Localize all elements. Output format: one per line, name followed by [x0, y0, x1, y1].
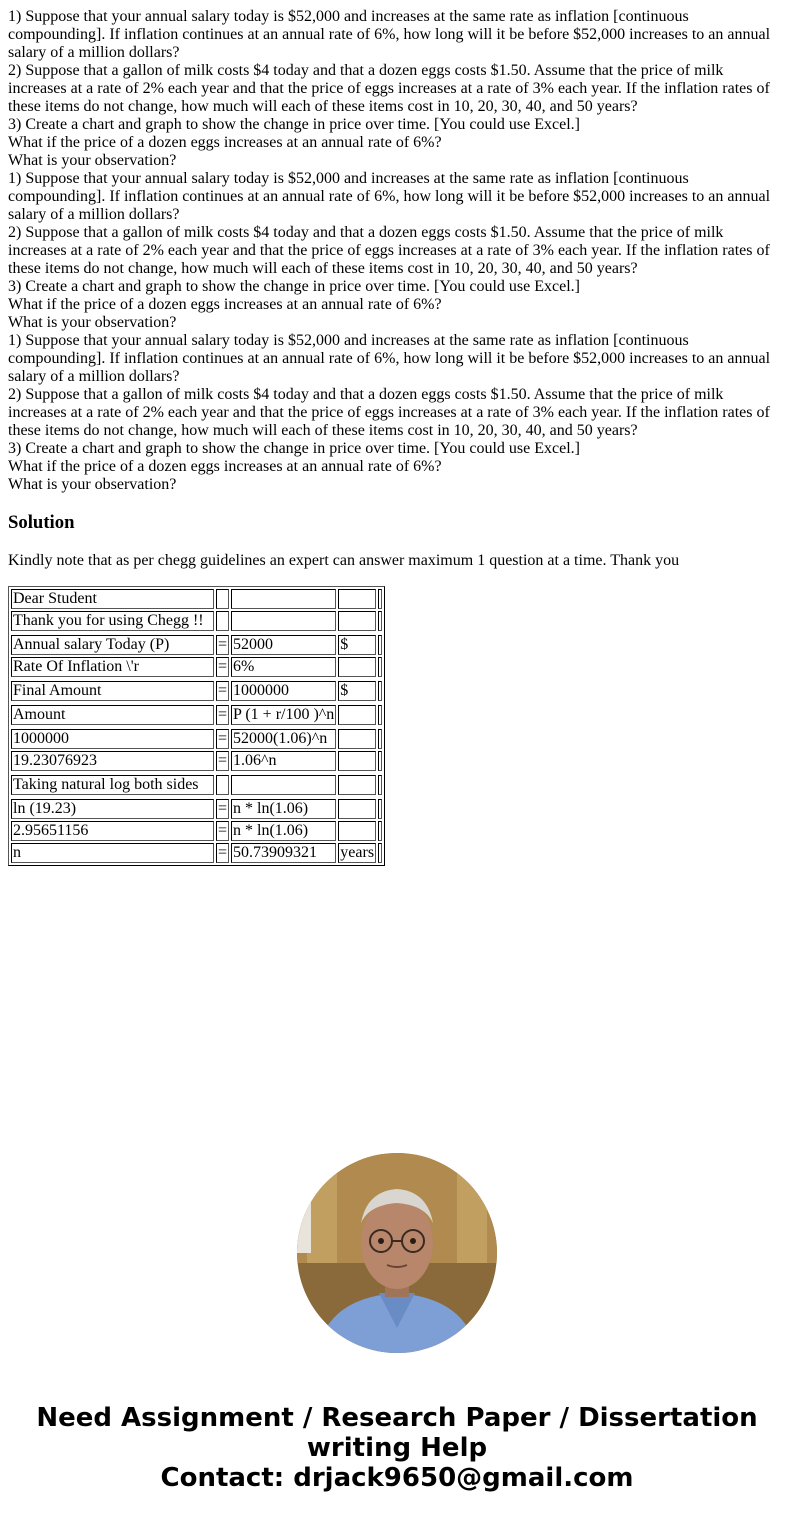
table-row	[11, 681, 382, 701]
row-equals-cell	[216, 611, 229, 631]
table-row	[11, 751, 382, 771]
row-equals-cell	[216, 775, 229, 795]
row-label-cell: Rate Of Inflation \'r	[11, 657, 214, 677]
row-equals-cell	[216, 589, 229, 609]
solution-heading: Solution	[8, 512, 75, 533]
row-end-cell	[378, 775, 382, 795]
table-row	[11, 705, 382, 725]
row-unit-cell	[338, 705, 376, 725]
row-label-cell: Thank you for using Chegg !!	[11, 611, 214, 631]
row-value-cell: 52000	[231, 635, 336, 655]
row-label-cell: Annual salary Today (P)	[11, 635, 214, 655]
question-paragraph: 2) Suppose that a gallon of milk costs $4 today and that a dozen eggs costs $1.50. Assume that the price of milk increases at a rate of 2% each year and that the price of eggs increases at a rate of 3% each year. If the inflation rates of these items do not change, how much will each of these items cost in 10, 20, 30, 40, and 50 years?	[8, 62, 770, 115]
question-paragraph: What if the price of a dozen eggs increases at an annual rate of 6%?	[8, 134, 442, 151]
table-row	[11, 729, 382, 749]
expert-photo-icon	[297, 1153, 497, 1353]
question-paragraph: What is your observation?	[8, 314, 177, 331]
row-unit-cell	[338, 611, 376, 631]
promo-banner	[0, 1403, 794, 1493]
row-end-cell	[378, 635, 382, 655]
row-equals-cell: =	[218, 752, 228, 769]
row-unit-cell	[338, 821, 376, 841]
row-end-cell	[378, 821, 382, 841]
row-end-cell	[378, 611, 382, 631]
question-paragraph: 2) Suppose that a gallon of milk costs $4 today and that a dozen eggs costs $1.50. Assume that the price of milk increases at a rate of 2% each year and that the price of eggs increases at a rate of 3% each year. If the inflation rates of these items do not change, how much will each of these items cost in 10, 20, 30, 40, and 50 years?	[8, 224, 770, 277]
question-paragraph: What is your observation?	[8, 476, 177, 493]
row-end-cell	[378, 681, 382, 701]
row-value-cell: n * ln(1.06)	[231, 821, 336, 841]
question-paragraph: 1) Suppose that your annual salary today is $52,000 and increases at the same rate as inflation [continuous compounding]. If inflation continues at an annual rate of 6%, how long will it be before $52,000 increases to an annual salary of a million dollars?	[8, 332, 771, 385]
row-equals-cell: =	[218, 844, 228, 861]
expert-avatar	[297, 1153, 497, 1353]
row-equals-cell: =	[218, 730, 228, 747]
question-paragraph: 1) Suppose that your annual salary today is $52,000 and increases at the same rate as inflation [continuous compounding]. If inflation continues at an annual rate of 6%, how long will it be before $52,000 increases to an annual salary of a million dollars?	[8, 170, 771, 223]
table-row	[11, 775, 382, 795]
row-end-cell	[378, 729, 382, 749]
row-value-cell: 1000000	[231, 681, 336, 701]
row-unit-cell	[338, 729, 376, 749]
question-paragraph: 1) Suppose that your annual salary today is $52,000 and increases at the same rate as inflation [continuous compounding]. If inflation continues at an annual rate of 6%, how long will it be before $52,000 increases to an annual salary of a million dollars?	[8, 8, 771, 61]
row-label-cell: Final Amount	[11, 681, 214, 701]
row-end-cell	[378, 657, 382, 677]
row-label-cell: 1000000	[11, 729, 214, 749]
row-unit-cell	[338, 751, 376, 771]
row-label-cell: n	[11, 843, 214, 863]
row-value-cell	[231, 589, 336, 609]
promo-line-1: Need Assignment / Research Paper / Dissertation	[36, 1403, 758, 1433]
row-equals-cell: =	[218, 636, 228, 653]
question-paragraph: What is your observation?	[8, 152, 177, 169]
table-row	[11, 589, 382, 609]
question-paragraph: 2) Suppose that a gallon of milk costs $4 today and that a dozen eggs costs $1.50. Assume that the price of milk increases at a rate of 2% each year and that the price of eggs increases at a rate of 3% each year. If the inflation rates of these items do not change, how much will each of these items cost in 10, 20, 30, 40, and 50 years?	[8, 386, 770, 439]
row-label-cell: 2.95651156	[11, 821, 214, 841]
row-unit-cell	[338, 775, 376, 795]
row-equals-cell: =	[218, 682, 228, 699]
question-paragraph: 3) Create a chart and graph to show the change in price over time. [You could use Excel.]	[8, 278, 580, 295]
row-unit-cell	[338, 799, 376, 819]
question-paragraph: 3) Create a chart and graph to show the change in price over time. [You could use Excel.]	[8, 116, 580, 133]
row-unit-cell	[338, 589, 376, 609]
row-value-cell: n * ln(1.06)	[231, 799, 336, 819]
row-end-cell	[378, 589, 382, 609]
row-unit-cell: $	[338, 635, 376, 655]
row-equals-cell: =	[218, 822, 228, 839]
question-paragraph: What if the price of a dozen eggs increases at an annual rate of 6%?	[8, 296, 442, 313]
row-unit-cell	[338, 657, 376, 677]
solution-table	[8, 586, 385, 866]
row-value-cell	[231, 775, 336, 795]
table-row	[11, 611, 382, 631]
solution-note: Kindly note that as per chegg guidelines an expert can answer maximum 1 question at a time. Thank you	[8, 552, 680, 569]
row-label-cell: ln (19.23)	[11, 799, 214, 819]
row-label-cell: 19.23076923	[11, 751, 214, 771]
row-value-cell: P (1 + r/100 )^n	[233, 706, 335, 723]
row-value-cell: 50.73909321	[231, 843, 336, 863]
row-equals-cell: =	[218, 706, 228, 723]
promo-contact: Contact: drjack9650@gmail.com	[160, 1463, 634, 1493]
row-end-cell	[378, 843, 382, 863]
row-label-cell: Dear Student	[11, 589, 214, 609]
question-paragraph: 3) Create a chart and graph to show the change in price over time. [You could use Excel.]	[8, 440, 580, 457]
table-row	[11, 821, 382, 841]
row-value-cell: 6%	[231, 657, 336, 677]
table-row	[11, 657, 382, 677]
table-row	[11, 843, 382, 863]
row-end-cell	[378, 705, 382, 725]
row-end-cell	[378, 799, 382, 819]
row-equals-cell: =	[218, 800, 228, 817]
row-label-cell: Amount	[11, 705, 214, 725]
table-row	[11, 799, 382, 819]
row-end-cell	[378, 751, 382, 771]
row-value-cell: 1.06^n	[231, 751, 336, 771]
table-row	[11, 635, 382, 655]
row-unit-cell: $	[338, 681, 376, 701]
question-paragraph: What if the price of a dozen eggs increases at an annual rate of 6%?	[8, 458, 442, 475]
row-value-cell	[231, 611, 336, 631]
row-equals-cell: =	[218, 658, 228, 675]
promo-line-2: writing Help	[306, 1433, 488, 1463]
row-value-cell: 52000(1.06)^n	[231, 729, 336, 749]
row-unit-cell: years	[340, 844, 375, 861]
question-text	[8, 8, 786, 494]
row-label-cell: Taking natural log both sides	[11, 775, 214, 795]
